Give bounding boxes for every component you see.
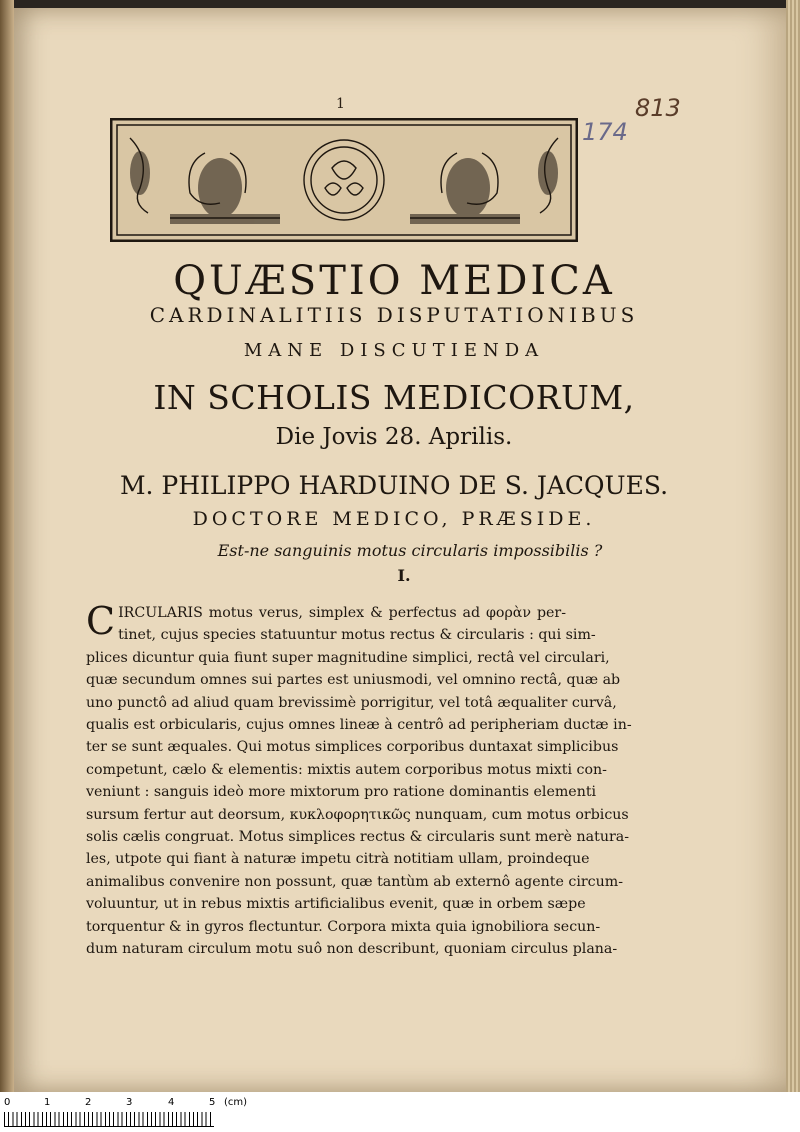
body-line: IRCULARIS motus verus, simplex & perfectus ad φορὰν per- [118, 605, 566, 621]
scale-unit: (cm) [224, 1097, 248, 1108]
body-line: competunt, cælo & elementis: mixtis autem corporibus motus mixti con- [86, 761, 607, 778]
body-line: ter se sunt æquales. Qui motus simplices corporibus duntaxat simplicibus [86, 739, 619, 756]
body-line: qualis est orbicularis, cujus omnes lineæ à centrô ad peripheriam ductæ in- [86, 717, 632, 734]
body-line: veniunt : sanguis ideò more mixtorum pro ratione dominantis elementi [86, 784, 597, 801]
title-praeses-name: M. PHILIPPO HARDUINO DE S. JACQUES. [119, 471, 669, 500]
book-spine [0, 0, 14, 1092]
shelfmark: 813 [635, 94, 681, 122]
thesis-question: Est-ne sanguinis motus circularis impossibilis ? [217, 541, 603, 560]
body-line: plices dicuntur quia fiunt super magnitudine simplici, rectâ vel circulari, [86, 649, 610, 666]
title-date: Die Jovis 28. Aprilis. [275, 424, 513, 450]
body-line: uno punctô ad aliud quam brevissimè porrigitur, vel totâ æqualiter curvâ, [86, 694, 617, 711]
scale-label: 1 [44, 1097, 51, 1108]
body-line: torquentur & in gyros flectuntur. Corpora mixta quia ignobiliora secun- [86, 918, 601, 935]
body-line: quæ secundum omnes sui partes est uniusmodi, vel omnino rectâ, quæ ab [86, 672, 621, 689]
drop-capital: C [86, 599, 116, 643]
body-line: dum naturam circulum motu suô non describunt, quoniam circulus plana- [86, 941, 618, 958]
scale-label: 4 [168, 1097, 175, 1108]
title-line-4: IN SCHOLIS MEDICORUM, [153, 378, 635, 417]
body-line: animalibus convenire non possunt, quæ tantùm ab externô agente circum- [86, 873, 623, 890]
ornamental-woodcut-headpiece-icon [110, 118, 578, 242]
body-line: solis cælis congruat. Motus simplices rectus & circularis sunt merè natura- [86, 829, 630, 846]
section-number: I. [397, 566, 411, 585]
handwritten-mark: 174 [582, 118, 628, 146]
scale-ticks [4, 1112, 214, 1127]
body-line: voluuntur, ut in rebus mixtis artificialibus evenit, quæ in orbem sæpe [86, 896, 586, 913]
scale-label: 3 [126, 1097, 133, 1108]
title-line-1: QUÆSTIO MEDICA [173, 258, 615, 304]
scale-label: 5 [209, 1097, 216, 1108]
title-praeses-role: DOCTORE MEDICO, PRÆSIDE. [192, 508, 596, 530]
folio-number: 1 [336, 96, 345, 112]
measurement-scale [0, 1092, 800, 1132]
title-line-3: MANE DISCUTIENDA [243, 340, 545, 361]
body-line: les, utpote qui fiant à naturæ impetu citrà notitiam ullam, proindeque [86, 851, 590, 868]
body-line: tinet, cujus species statuuntur motus rectus & circularis : qui sim- [118, 627, 596, 644]
title-line-2: CARDINALITIIS DISPUTATIONIBUS [149, 303, 639, 327]
body-text [86, 599, 632, 961]
scale-label: 0 [4, 1097, 11, 1108]
body-line: sursum fertur aut deorsum, κυκλοφορητικῶς nunquam, cum motus orbicus [86, 806, 629, 823]
scale-label: 2 [85, 1097, 92, 1108]
